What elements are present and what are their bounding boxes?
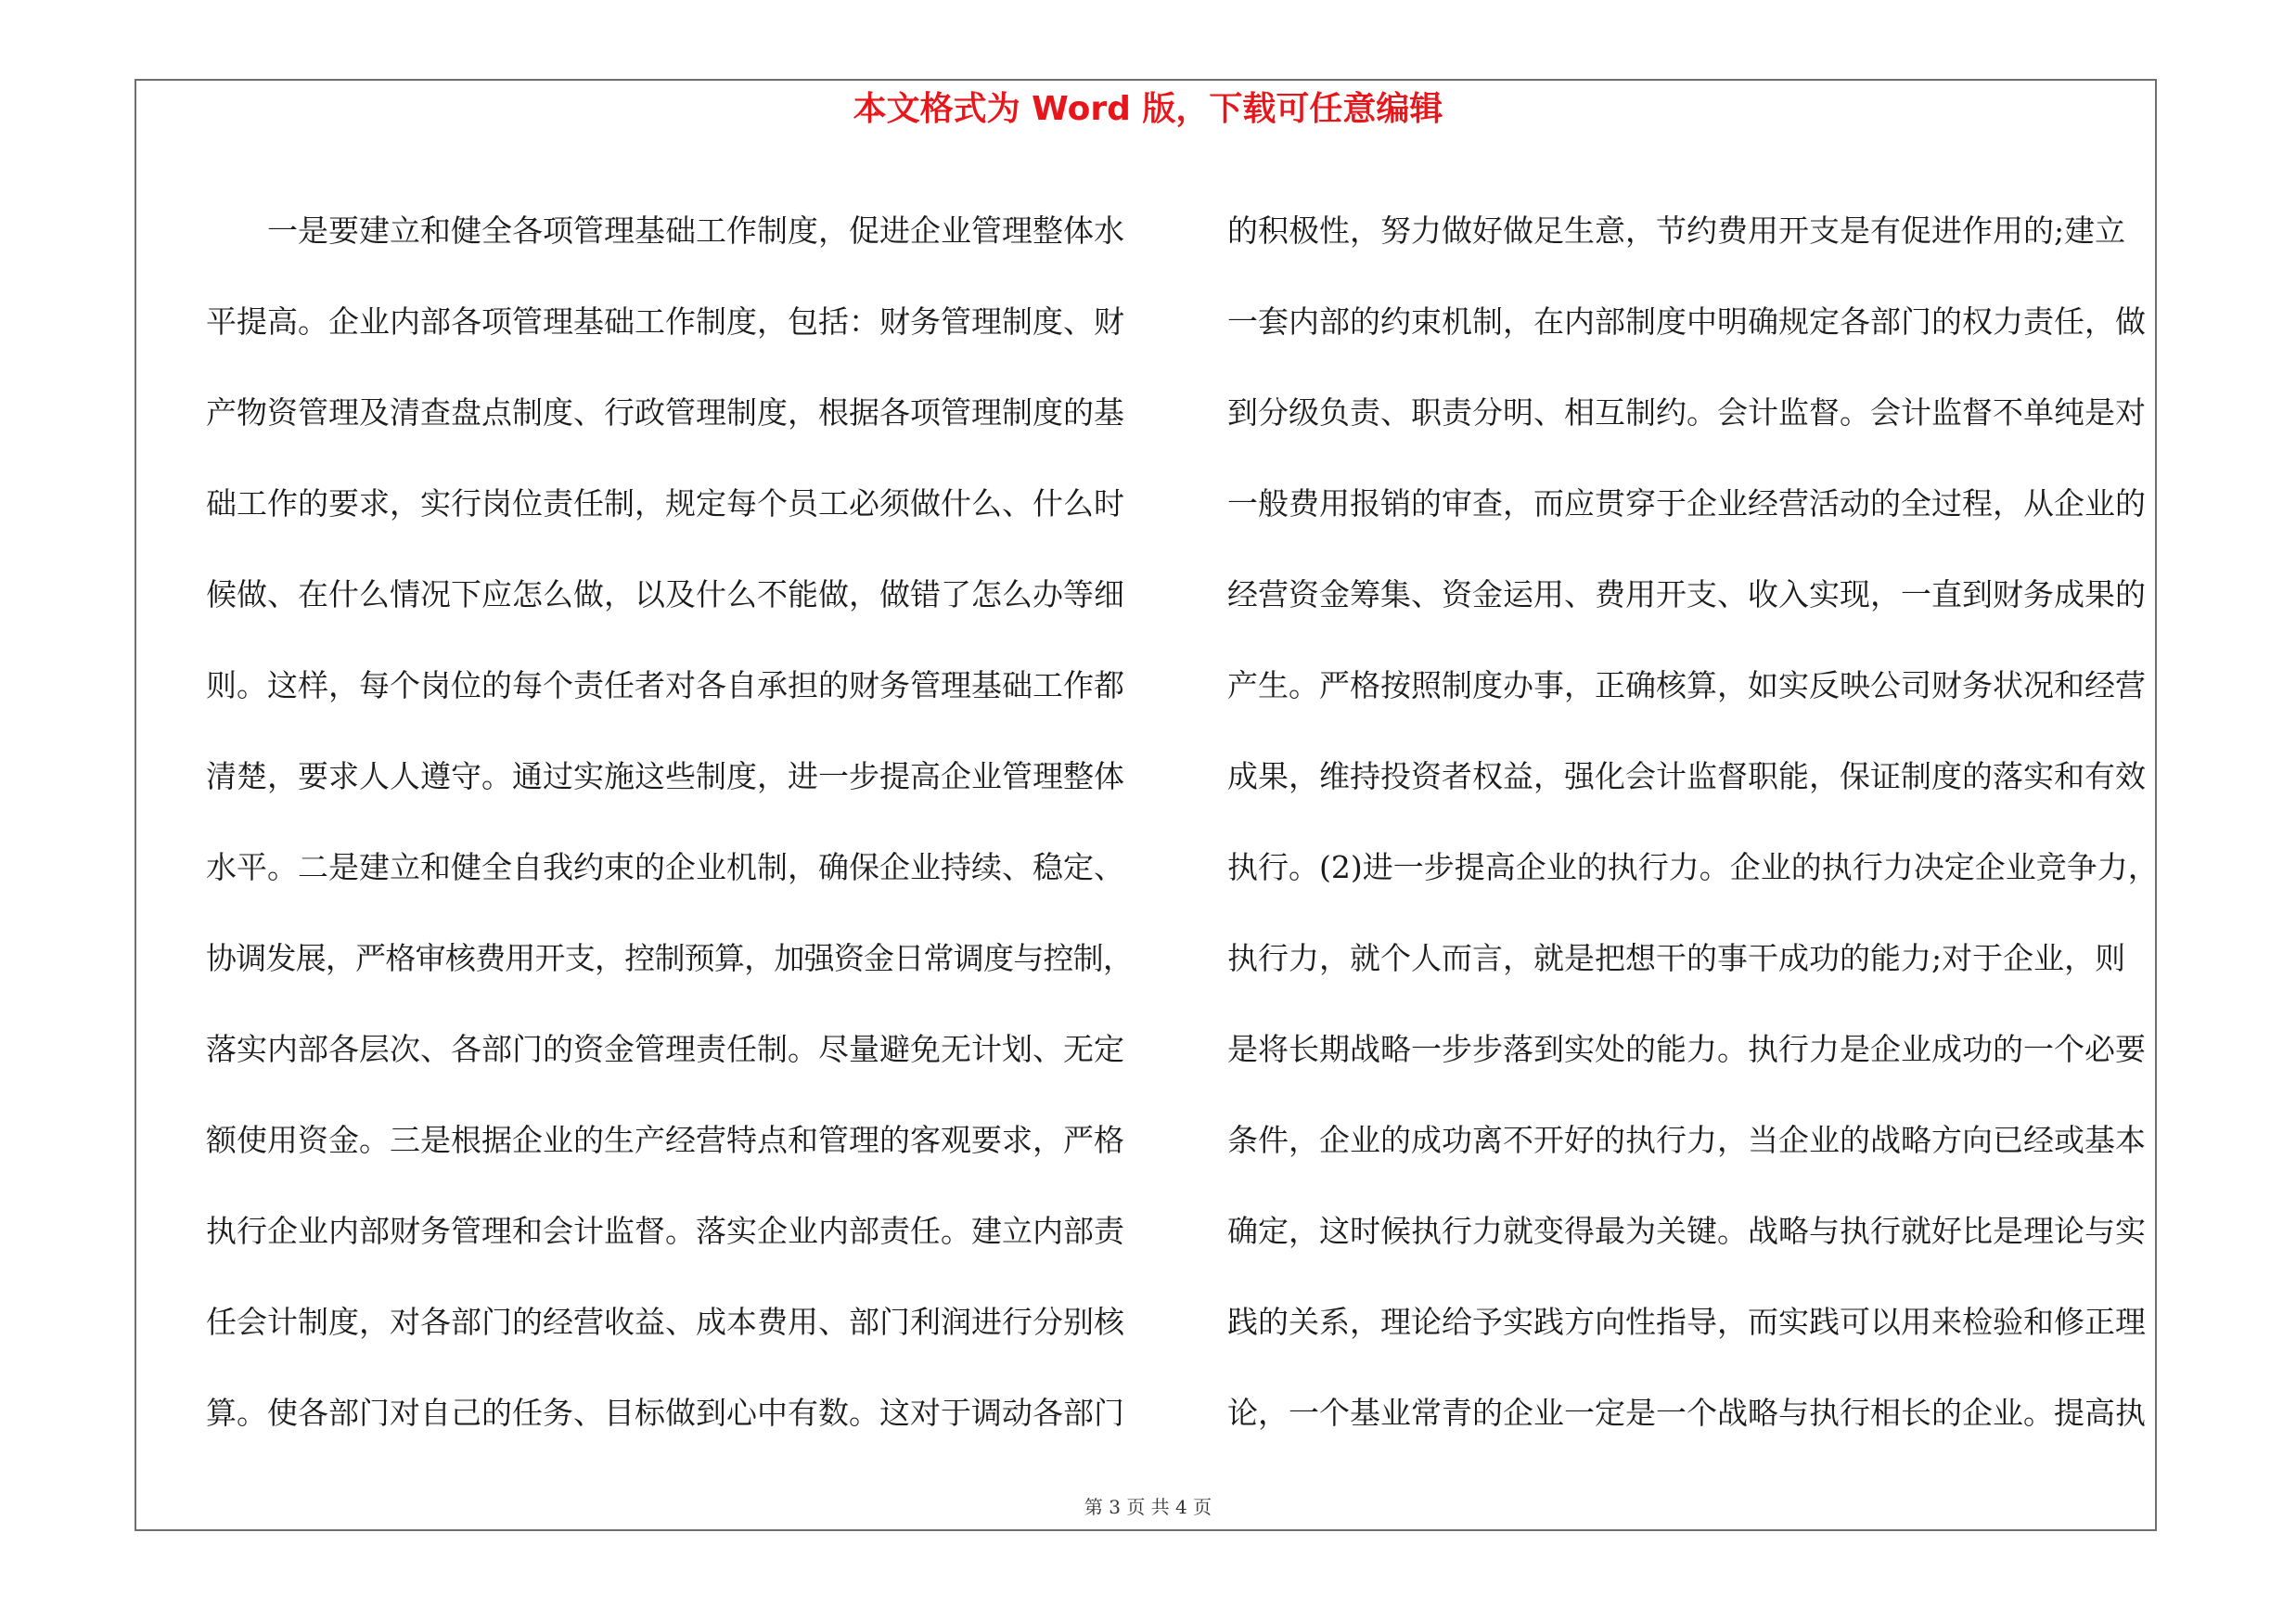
page-number-footer: 第 3 页 共 4 页 [1084, 1496, 1212, 1518]
right-column-line: 执行力，就个人而言，就是把想干的事干成功的能力;对于企业，则 [1227, 940, 2126, 976]
left-column-line: 额使用资金。三是根据企业的生产经营特点和管理的客观要求，严格 [206, 1122, 1124, 1158]
left-column-line: 协调发展，严格审核费用开支，控制预算，加强资金日常调度与控制， [206, 940, 1134, 976]
word-format-banner: 本文格式为 Word 版，下载可任意编辑 [853, 90, 1443, 128]
left-column-line: 任会计制度，对各部门的经营收益、成本费用、部门利润进行分别核 [206, 1304, 1124, 1340]
left-column-line: 则。这样，每个岗位的每个责任者对各自承担的财务管理基础工作都 [206, 667, 1124, 703]
right-column-line: 一般费用报销的审查，而应贯穿于企业经营活动的全过程，从企业的 [1227, 485, 2146, 522]
left-column-line: 水平。二是建立和健全自我约束的企业机制，确保企业持续、稳定、 [206, 849, 1124, 885]
left-column-line: 执行企业内部财务管理和会计监督。落实企业内部责任。建立内部责 [206, 1213, 1124, 1249]
right-column-line: 成果，维持投资者权益，强化会计监督职能，保证制度的落实和有效 [1227, 758, 2146, 794]
right-column-line: 执行。(2)进一步提高企业的执行力。企业的执行力决定企业竞争力， [1227, 849, 2159, 885]
left-column-line: 算。使各部门对自己的任务、目标做到心中有数。这对于调动各部门 [206, 1395, 1124, 1431]
left-column-line: 一是要建立和健全各项管理基础工作制度，促进企业管理整体水 [206, 213, 1124, 249]
right-column-line: 到分级负责、职责分明、相互制约。会计监督。会计监督不单纯是对 [1227, 394, 2146, 431]
right-column-line: 一套内部的约束机制，在内部制度中明确规定各部门的权力责任，做 [1227, 303, 2146, 340]
right-column-line: 条件，企业的成功离不开好的执行力，当企业的战略方向已经或基本 [1227, 1122, 2146, 1158]
right-column-line: 论，一个基业常青的企业一定是一个战略与执行相长的企业。提高执 [1227, 1395, 2146, 1431]
left-text-column [206, 186, 1134, 1459]
left-column-line: 础工作的要求，实行岗位责任制，规定每个员工必须做什么、什么时 [206, 485, 1124, 522]
left-column-line: 产物资管理及清查盘点制度、行政管理制度，根据各项管理制度的基 [206, 394, 1124, 431]
right-column-line: 经营资金筹集、资金运用、费用开支、收入实现，一直到财务成果的 [1227, 576, 2146, 612]
right-text-column [1227, 186, 2164, 1459]
left-column-line: 候做、在什么情况下应怎么做，以及什么不能做，做错了怎么办等细 [206, 576, 1124, 612]
left-column-line: 落实内部各层次、各部门的资金管理责任制。尽量避免无计划、无定 [206, 1031, 1124, 1067]
right-column-line: 是将长期战略一步步落到实处的能力。执行力是企业成功的一个必要 [1227, 1031, 2146, 1067]
right-column-line: 的积极性，努力做好做足生意，节约费用开支是有促进作用的;建立 [1227, 213, 2126, 249]
right-column-line: 产生。严格按照制度办事，正确核算，如实反映公司财务状况和经营 [1227, 667, 2146, 703]
right-column-line: 践的关系，理论给予实践方向性指导，而实践可以用来检验和修正理 [1227, 1304, 2146, 1340]
right-column-line: 确定，这时候执行力就变得最为关键。战略与执行就好比是理论与实 [1227, 1213, 2146, 1249]
left-column-line: 清楚，要求人人遵守。通过实施这些制度，进一步提高企业管理整体 [206, 758, 1124, 794]
left-column-line: 平提高。企业内部各项管理基础工作制度，包括：财务管理制度、财 [206, 303, 1124, 340]
